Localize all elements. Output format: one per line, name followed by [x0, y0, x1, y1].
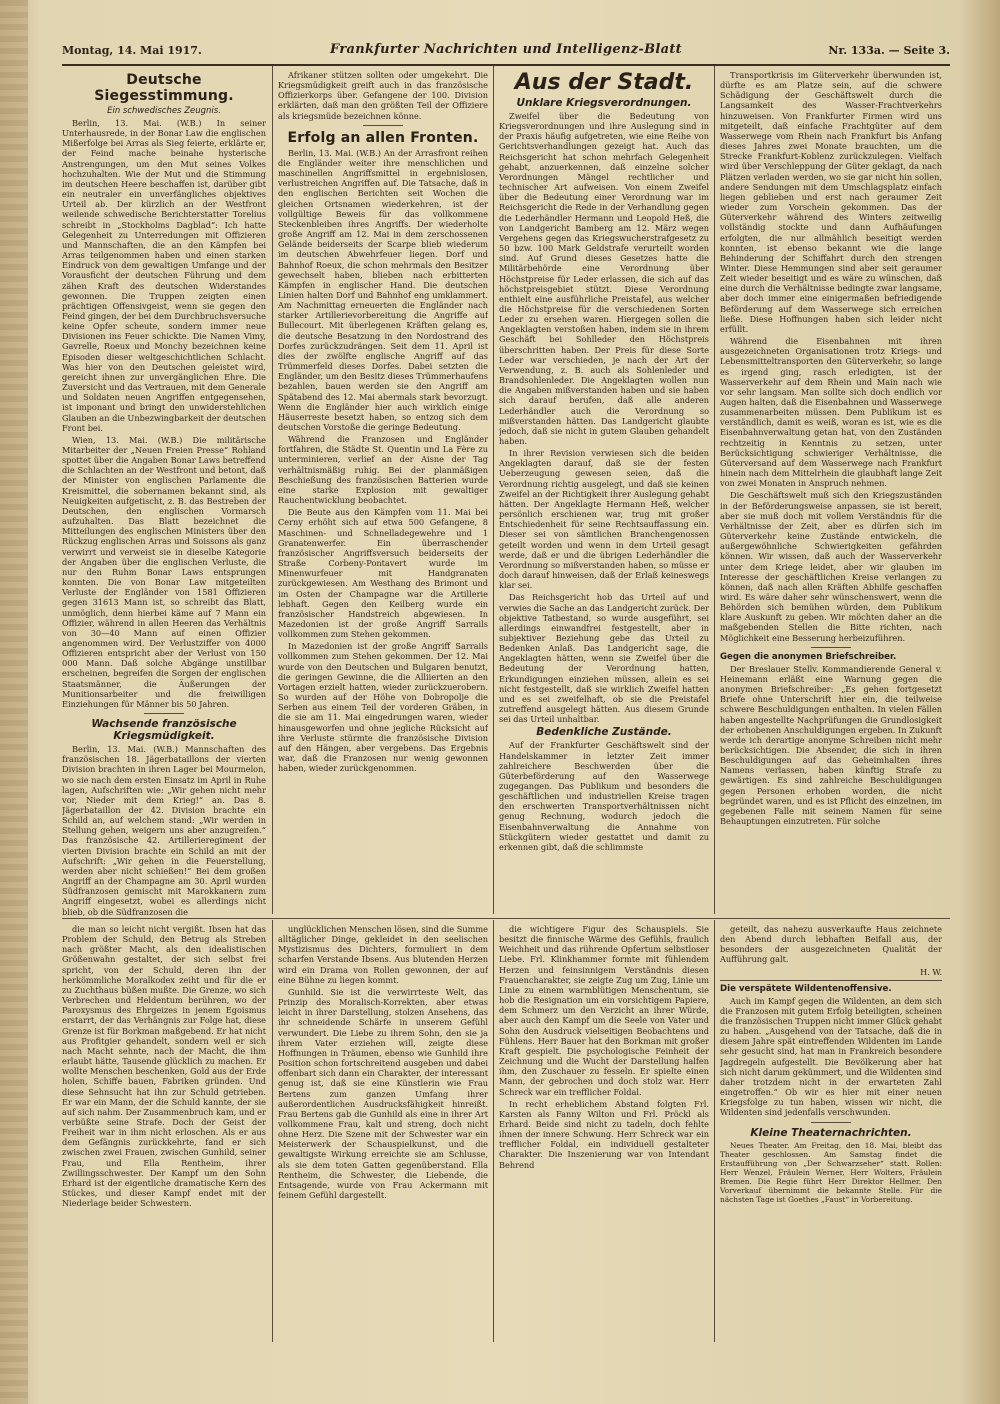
article-paragraph: Während die Eisenbahnen mit ihren ausgezeichneten Organisationen trotz Kriegs- und Lebensmitteltransporten den Güterverkehr, so lange es irgend ging, rasch erledigten, ist der Wasserverkehr auf dem Rhein und Main nach wie vor sehr langsam. Man sollte sich doch endlich vor Augen halten, daß die Eisenbahnen und Wasserwege zusammenarbeiten müssen. Dem Publikum ist es verständlich, damit es weiß, woran es ist, wie es die Eisenbahnverwaltung getan hat, von den Zuständen rechtzeitig in Kenntnis zu setzen, unter Berücksichtigung schwieriger Verhältnisse, die Güterversand auf dem Wasserwege nach Frankfurt hinein nach dem Mittelrhein die glaubhaft lange Zeit von zwei Monaten in Anspruch nehmen.: [720, 336, 942, 489]
feuilleton-column-4: [720, 924, 942, 1340]
binding-edge: [0, 0, 28, 1404]
column-rule: [493, 920, 494, 1342]
feuilleton-column-1: [62, 924, 266, 1340]
article-paragraph: Auf der Frankfurter Geschäftswelt sind der Handelskammer in letzter Zeit immer zahlreichere Beschwerden über die Güterbeförderung auf den Wasserwege zugegangen. Das Publikum und besonders die geschäftlichen und industriellen Kreise tragen den erschwerten Transportverhältnissen nicht genug Rechnung, wodurch jedoch die Eisenbahnverwaltung die Annahme von Stückgütern wieder gestattet und damit zu erkennen gibt, daß die schlimmste: [499, 740, 709, 852]
short-rule: [144, 713, 184, 714]
column-rule: [714, 920, 715, 1342]
column-3: [499, 68, 709, 916]
article-paragraph: die wichtigere Figur des Schauspiels. Sie besitzt die finnische Wärme des Gefühls, fraulich Weichheit und das rührende Opfertum selbstloser Liebe. Frl. Klinkhammer formte mit fühlendem Herzen und feinsinnigem Verständnis diesen Frauencharakter, sie zeigte Zug um Zug, Linie um Linie zu einem warmblütigen Menschentum, sie hob die Resignation um ein vorsichtigem Papiere, dem Schmerz um den Verzicht an ihrer Würde, aber auch den Kampf um die Seele von Vater und Sohn den Ausdruck vielseitigen Beobachtens und Fühlens. Herr Bauer hat den Borkman mit großer Kraft gespielt. Die psychologische Feinheit der Zeichnung und die Wucht der Darstellung halfen ihm, den Zuschauer zu fesseln. Er spielte einen Mann, der gebrochen und doch stolz war. Herr Schreck war ein trefflicher Foldal.: [499, 924, 709, 1097]
short-rule: [363, 125, 403, 126]
issue-number: Nr. 133a. — Seite 3.: [828, 44, 950, 57]
article-paragraph: Berlin, 13. Mai. (W.B.) An der Arrasfront reihen die Engländer weiter ihre menschlichen und maschinellen Angriffsmittel in ergebnislosen, verlustreichen Angriffen auf. Die Tatsache, daß in den englischen Berichten seit Wochen die gleichen Ortsnamen wiederkehren, ist der vollgültige Beweis für das vollkommene Steckenbleiben ihres Angriffs. Der wiederholte große Angriff am 12. Mai in dem zerschossenen Gelände beiderseits der Scarpe blieb wiederum im deutschen Abwehrfeuer liegen. Dorf und Bahnhof Roeux, die schon mehrmals den Besitzer gewechselt haben, blieben nach erbitterten Kämpfen in englischer Hand. Die deutschen Linien halten Dorf und Bahnhof eng umklammert. Am Nachmittag erneuerten die Engländer nach starker Artillerievorbereitung die Angriffe auf Bullecourt. Mit überlegenen Kräften gelang es, die deutsche Besatzung in den Nordostrand des Dorfes zurückzudrängen. Seit dem 11. April ist dies der zwölfte englische Angriff auf das Trümmerfeld dieses Dorfes. Dabei setzten die Engländer, um den Besitz dieses Trümmerhaufens bezahlen, bauen werden sie den Angriff am Spätabend des 12. Mai abermals stark bevorzugt. Wenn die Engländer hier auch wirklich einige Häuserreste besetzt haben, so entzog sich dem deutschen Vorstoße die geringe Bedeutung.: [278, 147, 488, 432]
article-paragraph: Afrikaner stützen sollten oder umgekehrt. Die Kriegsmüdigkeit greift auch in das französische Offizierkorps über. Gefangene der 100. Division erklärten, daß man den größten Teil der Offiziere als kriegsmüde bezeichnen könne.: [278, 70, 488, 121]
article-headline: Kleine Theaternachrichten.: [750, 1126, 912, 1139]
article-headline: Wachsende französische Kriegsmüdigkeit.: [91, 718, 237, 743]
article-subheadline: Unklare Kriegsverordnungen.: [516, 97, 692, 109]
newspaper-title: Frankfurter Nachrichten und Intelligenz-Blatt: [330, 42, 682, 57]
page-header: [62, 42, 950, 66]
section-divider: [720, 980, 942, 981]
article-subheadline: Ein schwedisches Zeugnis.: [107, 106, 221, 116]
article-paragraph: unglücklichen Menschen lösen, sind die Summe alltäglicher Dinge, gekleidet in den seelischen Mystizismus des Dichters, formuliert in dem scharfen Verstande Ibsens. Aus blutenden Herzen wird ein Drama von Rollen gewonnen, der auf eine Bühne zu liegen kommt.: [278, 924, 488, 985]
article-paragraph: In ihrer Revision verwiesen sich die beiden Angeklagten darauf, daß sie der festen Ueberzeugung gewesen seien, daß die Verordnung richtig ausgelegt, und daß sie keinen Zweifel an der Richtigkeit ihrer Auslegung gehabt hätten. Der Angeklagte Hermann Heß, welcher persönlich erschienen war, trug mit großer Entschiedenheit für seine Rechtsauffassung ein. Dieser sei von sämtlichen Branchengenossen geteilt worden und wenn in dem Urteil gesagt werde, daß er und die übrigen Lederhändler die Verordnung so mißverstanden haben, so müsse er doch darauf hinweisen, daß der Erlaß keineswegs klar sei.: [499, 448, 709, 591]
short-rule: [811, 1122, 851, 1123]
article-paragraph: Der Breslauer Stellv. Kommandierende General v. Heinemann erläßt eine Warnung gegen die anonymen Briefschreiber: „Es gehen fortgesetzt Briefe ohne Unterschrift hier ein, die teilweise schwere Beschuldigungen enthalten. In vielen Fällen haben angestellte Nachprüfungen die Grundlosigkeit der erhobenen Anschuldigungen ergeben. In Zukunft werde ich derartige anonyme Schreiben nicht mehr berücksichtigen. Die Absender, die sich in ihren Beschuldigungen auf das Geheimhalten ihres Namens verlassen, haben künftig Strafe zu gewärtigen. Es sind zahlreiche Beschuldigungen gegen Personen erhoben worden, die nicht begründet waren, und es ist Pflicht des einzelnen, im gegebenen Falle mit seinem Namen für seine Behauptungen einzutreten. Für solche: [720, 663, 942, 827]
column-4: [720, 70, 942, 916]
article-paragraph: die man so leicht nicht vergißt. Ibsen hat das Problem der Schuld, den Betrug als Streben nach größter Macht, als den idealistischen Größenwahn gestaltet, der sich selbst frei spricht, von der Schuld, deren ihn der herkömmliche Moralkodex zeiht und für die er zu Zuchthaus büßen mußte. Die Grenze, wo sich Verbrechen und Heldentum berühren, wo der Paroxysmus des Ehrgeizes in jenem Egoismus erstarrt, der das Verhängnis zur Folge hat, diese Grenze ist für Borkman maßgebend. Er hat nicht aus Profitgier gehandelt, sondern weil er sich nach Macht sehnte, nach der Macht, die ihm erlaubt hätte, Tausende glücklich zu machen. Er wollte Menschen beschenken, Gold aus der Erde holen, Schiffe bauen, Fabriken gründen. Und diese Sehnsucht hat ihn zur Schuld getrieben. Er war ein Mann, der die Schuld kannte, der sie auf sich nahm. Der Zusammenbruch kam, und er verbüßte seine Strafe. Doch der Geist der Freiheit war in ihm nicht erloschen. Als er aus dem Gefängnis zurückkehrte, fand er sich zwischen zwei Frauen, zwischen Gunhild, seiner Frau, und Ella Rentheim, ihrer Zwillingsschwester. Der Kampf um den Sohn Erhard ist der eigentliche dramatische Kern des Stückes, und dieser Kampf endet mit der Niederlage beider Schwestern.: [62, 924, 266, 1209]
article-paragraph: In Mazedonien ist der große Angriff Sarrails vollkommen zum Stehen gekommen. Der 12. Mai wurde von den Deutschen und Bulgaren benutzt, die geringen Gewinne, die die Alliierten an den Vortagen erzielt hatten, wieder zurückzuerobern. So wurden auf der Höhe von Dobropolje die Serben aus einem Teil der vorderen Gräben, in die sie am 11. Mai eingedrungen waren, wieder hinausgeworfen und ohne jegliche Rücksicht auf ihre Verluste stürmte die französische Division auf den Hängen, aber vergebens. Das Ergebnis war, daß die Franzosen nur wenig gewonnen haben, wieder zurückgenommen.: [278, 641, 488, 774]
feuilleton-column-3: [499, 924, 709, 1340]
article-headline: Bedenkliche Zustände.: [536, 726, 672, 739]
column-rule: [272, 66, 273, 914]
column-rule: [272, 920, 273, 1342]
article-headline: Die verspätete Wildentenoffensive.: [720, 983, 892, 994]
issue-date: Montag, 14. Mai 1917.: [62, 44, 202, 57]
column-2: [278, 70, 488, 916]
article-paragraph: Gunhild. Sie ist die verwirrteste Welt, das Prinzip des Moralisch-Korrekten, aber etwas leicht in ihrer Darstellung, stolzen Ansehens, das ihr schneidende Schärfe in unserem Gefühl verwundert. Die Liebe zu ihrem Sohn, den sie ja ihrem Vater erziehen will, zeigte diese Hoffnungen in Träumen, ebenso wie Gunhild ihre Position schon fortschreitend ausgeben und dabei offenbart sich dann ein Charakter, der interessant genug ist, daß sie eine Künstlerin wie Frau Bertens zum ganzen Umfang ihrer außerordentlichen Ausdrucksfähigkeit hinreißt. Frau Bertens gab die Gunhild als eine in ihrer Art vollkommene Frau, kalt und streng, doch nicht ohne Herz. Die Szene mit der Schwester war ein Meisterwerk der Schauspielkunst, und die gewaltigste Wirkung erreichte sie am Schlusse, als sie dem toten Gatten gegenüberstand. Ella Rentheim, die Schwester, die Liebende, die Entsagende, wurde von Frau Ackermann mit feinem Gefühl dargestellt.: [278, 986, 488, 1201]
article-headline: Gegen die anonymen Briefschreiber.: [720, 651, 897, 662]
article-paragraph: Das Reichsgericht hob das Urteil auf und verwies die Sache an das Landgericht zurück. Der objektive Tatbestand, so wurde ausgeführt, sei allerdings einwandfrei festgestellt, aber in subjektiver Beziehung gebe das Urteil zu Bedenken Anlaß. Das Landgericht sage, die Angeklagten hätten, wenn sie Zweifel über die Bedeutung der Verordnung hatten, Erkundigungen einziehen müssen, allein es sei nicht festgestellt, daß sie wirklich Zweifel hatten und es sei zweifelhaft, ob sie die Preistafel zutreffend ausgelegt hätten. Aus diesem Grunde sei das Urteil unhaltbar.: [499, 592, 709, 725]
article-paragraph: Berlin, 13. Mai. (W.B.) Mannschaften des französischen 18. Jägerbataillons der vierten Division brachten in ihren Lager bei Mourmelon, wo sie nach dem ersten Einsatz im April in Ruhe lagen, Aufschriften wie: „Wir gehen nicht mehr vor, Nieder mit dem Krieg!“ an. Das 8. Jägerbataillon der 42. Division brachte ein Schild an, auf welchem stand: „Wir werden in Stellung gehen, weigern uns aber anzugreifen.“ Das französische 42. Artillerieregiment der vierten Division brachte ein Schild an mit der Aufschrift: „Wir gehen in die Feuerstellung, werden aber nicht schießen!“ Bei dem großen Angriff an der Champagne am 30. April wurden Südfranzosen gemischt mit Marokkanern zum Angriff eingesetzt, wobei es allerdings nicht blieb, ob die Südfranzosen die: [62, 744, 266, 916]
section-divider: [62, 918, 950, 919]
article-paragraph: Auch im Kampf gegen die Wildenten, an dem sich die Franzosen mit gutem Erfolg beteiligten, scheinen die französischen Truppen nicht immer Glück gehabt zu haben. „Ausgehend von der Tatsache, daß die in diesem Jahre spät eintreffenden Wildenten im Lande sehr gesucht sind, hat man in Frankreich besondere Jagdregeln aufgestellt. Die Bevölkerung aber hat sich nicht darum gekümmert, und die Wildenten sind daher trotzdem nicht in der erwarteten Zahl eingetroffen.“ Ob wir es hier mit einer neuen Kriegsfolge zu tun haben, wissen wir nicht, die Wildenten sind jedenfalls verschwunden.: [720, 995, 942, 1118]
article-paragraph: geteilt, das nahezu ausverkaufte Haus zeichnete den Abend durch lebhaften Beifall aus, der besonders der ausgezeichneten Qualität der Aufführung galt.: [720, 924, 942, 965]
article-paragraph: Berlin, 13. Mai. (W.B.) In seiner Unterhausrede, in der Bonar Law die englischen Mißerfolge bei Arras als Sieg feierte, erklärte er, der Feind mache beinahe hysterische Anstrengungen, um den Mut seines Volkes hochzuhalten. Wie der Mut und die Stimmung im deutschen Heere beschaffen ist, darüber gibt ein neutraler ein unverfängliches objektives Urteil ab. Der kürzlich an der Westfront weilende schwedische Berichterstatter Torelius schreibt in „Stockholms Dagblad“: Ich hatte Gelegenheit zu Unterredungen mit Offizieren und Mannschaften, die an den Kämpfen bei Arras teilgenommen haben und einen starken Eindruck von dem gewaltigen Umfange und der Vorausficht der deutschen Führung und dem zähen Kraft des deutschen Widerstandes gewonnen. Die Truppen zeigten einen prächtigen Offensivgeist, wenn sie gegen den Feind gingen, der bei dem Durchbruchsversuche keine Opfer scheute, sondern immer neue Divisionen ins Feuer schickte. Die Namen Vimy, Gavrelle, Roeux und Monchy bezeichnen keine Episoden dieser weltgeschichtlichen Schlacht. Was hier von den Deutschen geleistet wird, gereicht ihnen zur unvergänglichen Ehre. Die Zuversicht und das Vertrauen, mit dem Generale und Soldaten neuen Angriffen entgegensehen, ist imponant und bringt den unwiderstehlichen Glauben an die Unbezwingbarkeit der deutschen Front bei.: [62, 118, 266, 433]
article-paragraph: Die Beute aus den Kämpfen vom 11. Mai bei Cerny erhöht sich auf etwa 500 Gefangene, 8 Maschinen- und Schnelladegewehre und 1 Granatenwerfer. Ein überraschender französischer Angriffsversuch beiderseits der Straße Corbeny-Pontavert wurde im Minenwurfeuer mit Handgranaten zurückgewiesen. Am Westhang des Brimont und im Osten der Champagne war die Artillerie lebhaft. Gegen den Keilberg wurde ein französischer Handstreich abgewiesen. In Mazedonien ist der große Angriff Sarrails vollkommen zum Stehen gekommen.: [278, 507, 488, 640]
article-paragraph: Transportkrisis im Güterverkehr überwunden ist, dürfte es am Platze sein, auf die schwere Schädigung der Geschäftswelt durch die Langsamkeit des Wasser-Frachtverkehrs hinzuweisen. Von Frankfurter Firmen wird uns mitgeteilt, daß einfache Frachtgüter auf dem Wasserwege vom Rhein nach Frankfurt bis Anfang dieses Jahres zwei Monate brauchten, um die Strecke Frankfurt-Koblenz zurückzulegen. Vielfach wird über Verschleppung der Güter geklagt, da nach Plätzen verladen werden, wo sie gar nicht hin sollen, andere Sendungen mit dem Umschlagsplatz einfach liegen geblieben und erst nach geraumer Zeit wieder zum Vorschein gekommen. Das der Güterverkehr während des Winters zeitweilig vollständig stockte und dann Aufhäufungen erfolgten, die nur allmählich beseitigt werden konnten, ist ebenso bekannt wie die lange Behinderung der Schiffahrt durch den strengen Winter. Diese Hemmungen sind aber seit geraumer Zeit wieder beseitigt und es wäre zu wünschen, daß eine durch die Verhältnisse bedingte zwar langsame, aber doch immer eine einigermaßen befriedigende Beförderung auf dem Wasserwege sich erreichen ließe. Diese Hoffnungen haben sich leider nicht erfüllt.: [720, 70, 942, 334]
author-signature: H. W.: [920, 966, 942, 977]
article-paragraph: In recht erheblichem Abstand folgten Frl. Karsten als Fanny Wilton und Frl. Pröckl als Erhard. Beide sind nicht zu tadeln, doch fehlte ihnen der innere Schwung. Herr Schreck war ein trefflicher Foldal, ein individuell gestalteter Charakter. Die Inszenierung war von Intendant Behrend: [499, 1098, 709, 1170]
article-paragraph: Zweifel über die Bedeutung von Kriegsverordnungen und ihre Auslegung sind in der Praxis häufig aufgetreten, wie eine Reihe von Gerichtsverhandlungen gezeigt hat. Auch das Reichsgericht hat schon mehrfach Gelegenheit gehabt, anzuerkennen, daß einzelne solcher Verordnungen Mängel rechtlicher und technischer Art aufweisen. Von einem Zweifel über die Bedeutung einer Verordnung war im Reichsgericht die Rede in der Verhandlung gegen die Lederhändler Hermann und Leopold Heß, die von Landgericht Bamberg am 12. März wegen Vergehens gegen das Kriegswucherstrafgesetz zu 50 bzw. 100 Mark Geldstrafe verurteilt worden sind. Auf Grund dieses Gesetzes hatte die Militärbehörde eine Verordnung über Höchstpreise für Leder erlassen, die sich auf das höchstpreisgebiet stützt. Diese Verordnung enthielt eine ausführliche Preistafel, aus welcher die Höchstpreise für die verschiedenen Sorten Leder zu ersehen waren. Hiergegen sollen die Angeklagten verstoßen haben, indem sie in ihrem Geschäft bei Sohlleder den Höchstpreis überschritten haben. Der Preis für diese Sorte Leder war verschieden, je nach der Art der Verwendung, z. B. auch als Sohlenleder und Brandsohlenleder. Die Angeklagten wollen nun die Angaben mißverstanden haben und sie haben sich darauf berufen, daß alle anderen Lederhändler auch die Verordnung so mißverstanden hätten. Das Landgericht glaubte jedoch, daß sie nicht in gutem Glauben gehandelt haben.: [499, 111, 709, 446]
feuilleton-column-2: [278, 924, 488, 1340]
article-paragraph: Die Geschäftswelt muß sich den Kriegszuständen in der Beförderungsweise anpassen, sie ist bereit, aber sie muß doch mit vollem Verständnis für die Verhältnisse der Zeit, aber es dürfen sich im Güterverkehr keine Zustände entwickeln, die außergewöhnliche Schwierigkeiten gefährden können. Wir wissen, daß auch der Wasserverkehr unter dem Kriege leidet, aber wir glauben im Interesse der geschäftlichen Kreise verlangen zu können, daß nach allen Kräften Abhilfe geschaffen wird. Es wäre daher sehr wünschenswert, wenn die Behörden sich bemühen würden, dem Publikum klare Auskunft zu geben. Wir möchten daher an die maßgebenden Stellen die Bitte richten, nach Möglichkeit eine Besserung herbeizuführen.: [720, 490, 942, 643]
article-paragraph: Neues Theater. Am Freitag, den 18. Mai, bleibt das Theater geschlossen. Am Samstag findet die Erstaufführung von „Der Schwarzseher“ statt. Rollen: Herr Wenzel, Fräulein Werner, Herr Wolters, Fräulein Bremen. Die Regie führt Herr Direktor Hellmer. Den Vorverkauf übernimmt die bekannte Stelle. Für die nächsten Tage ist Goethes „Faust“ in Vorbereitung.: [720, 1140, 942, 1204]
short-rule: [811, 647, 851, 648]
column-rule: [493, 66, 494, 914]
article-headline: Deutsche Siegesstimmung.: [94, 72, 234, 104]
article-headline: Erfolg an allen Fronten.: [287, 129, 479, 146]
column-rule: [714, 66, 715, 914]
article-paragraph: Während die Franzosen und Engländer fortfahren, die Städte St. Quentin und La Fère zu unterminieren, verlief an der Aisne der Tag verhältnismäßig ruhig. Bei der planmäßigen Beschießung des französischen Batterien wurde eine starke Explosion mit gewaltiger Rauchentwicklung beobachtet.: [278, 434, 488, 506]
column-1: [62, 70, 266, 916]
section-headline: Aus der Stadt.: [514, 70, 694, 95]
article-paragraph: Wien, 13. Mai. (W.B.) Die militärische Mitarbeiter der „Neuen Freien Presse“ Rohland spottet über die Angaben Bonar Laws betreffend die Schlachten an der Westfront und betont, daß der Minister von englischen Parlamente die Kreismittel, die sobernamen bekannt sind, als Neuigkeiten aufgetischt, z. B. das Bestreben der Deutschen, den englischen Vormarsch aufzuhalten. Das Blatt bezeichnet die Mitteilungen des englischen Ministers über den Rückzug englischen Arras und Soissons als ganz verwirrt und verweist sie in dieselbe Kategorie der Angaben über die englischen Verluste, die nur den Ruhm Bonar Laws entsprungen konnten. Die von Bonar Law mitgeteilten Verluste der Engländer von 1581 Offizieren gegen 31613 Mann ist, so schreibt das Blatt, unmöglich, denn hierbei käme auf 7 Mann ein Offizier, während in allen Heeren das Verhältnis von 30—40 Mann auf einen Offizier angenommen wird. Der Verlustziffer von 4000 Offizieren entspricht aber der Verlust von 150 000 Mann. Daß solche Abgänge unstillbar erscheinen, begreifen die Sorgen der englischen Staatsmänner, die Äußerungen der Munitionsarbeiter und die freiwilligen Einziehungen für Männer bis 50 Jahren.: [62, 434, 266, 709]
